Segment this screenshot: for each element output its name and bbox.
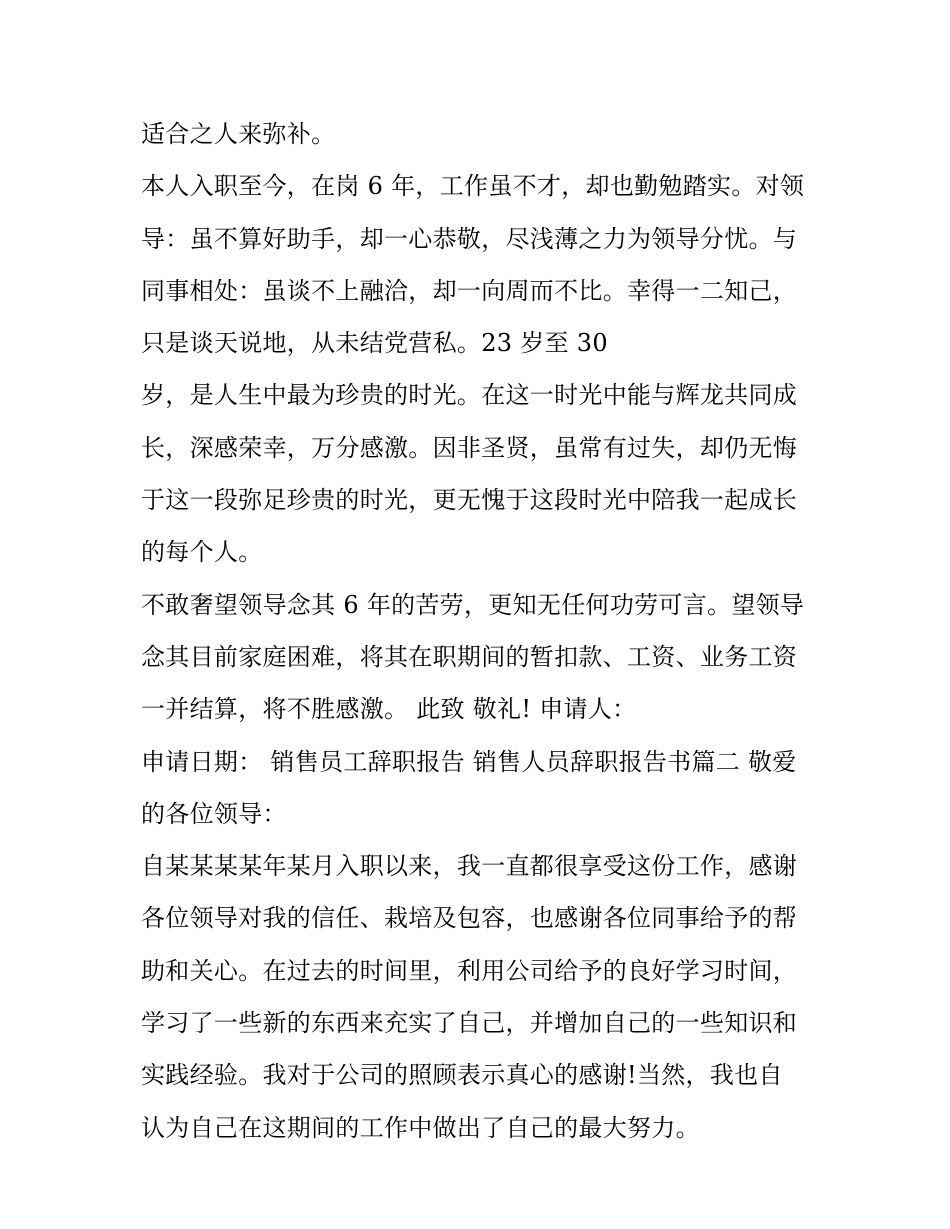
text-line: 本人入职至今，在岗 6 年，工作虽不才，却也勤勉踏实。对领	[141, 172, 805, 201]
text-line: 念其目前家庭困难，将其在职期间的暂扣款、工资、业务工资	[141, 642, 798, 671]
text-line: 的各位领导：	[141, 799, 287, 828]
text-line: 岁，是人生中最为珍贵的时光。在这一时光中能与辉龙共同成	[141, 381, 798, 410]
text-line: 认为自己在这期间的工作中做出了自己的最大努力。	[141, 1113, 700, 1142]
text-line: 一并结算，将不胜感激。 此致 敬礼! 申请人：	[141, 695, 637, 724]
text-line: 各位领导对我的信任、栽培及包容，也感谢各位同事给予的帮	[141, 904, 798, 933]
text-line: 助和关心。在过去的时间里，利用公司给予的良好学习时间，	[141, 956, 798, 985]
text-line: 只是谈天说地，从未结党营私。23 岁至 30	[141, 329, 608, 358]
text-line: 申请日期： 销售员工辞职报告 销售人员辞职报告书篇二 敬爱	[141, 747, 797, 776]
text-line: 长，深感荣幸，万分感激。因非圣贤，虽常有过失，却仍无悔	[141, 433, 798, 462]
text-line: 导：虽不算好助手，却一心恭敬，尽浅薄之力为领导分忧。与	[141, 224, 798, 253]
text-line: 不敢奢望领导念其 6 年的苦劳，更知无任何功劳可言。望领导	[141, 590, 805, 619]
text-line: 自某某某某年某月入职以来，我一直都很享受这份工作，感谢	[141, 852, 798, 881]
text-line: 适合之人来弥补。	[141, 120, 336, 148]
text-line: 于这一段弥足珍贵的时光，更无愧于这段时光中陪我一起成长	[141, 486, 798, 515]
text-line: 同事相处：虽谈不上融洽，却一向周而不比。幸得一二知己，	[141, 276, 798, 305]
document-body	[141, 108, 821, 1154]
text-line: 的每个人。	[141, 538, 263, 567]
text-line: 实践经验。我对于公司的照顾表示真心的感谢!当然，我也自	[141, 1061, 783, 1090]
text-line: 学习了一些新的东西来充实了自己，并增加自己的一些知识和	[141, 1009, 798, 1038]
